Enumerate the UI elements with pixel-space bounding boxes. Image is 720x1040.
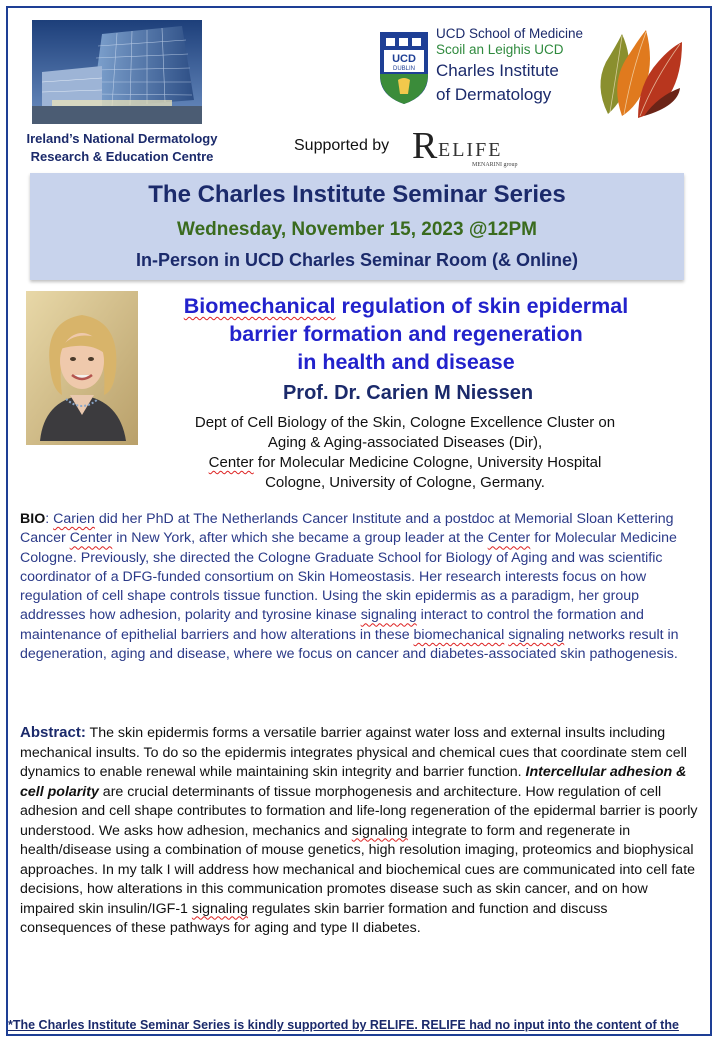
affil-line1: Dept of Cell Biology of the Skin, Cologne Excellence Cluster on [194, 414, 616, 431]
crest-dublin-text: DUBLIN [392, 66, 416, 72]
ucd-line3: Charles Institute [436, 61, 559, 80]
talk-title-line1 [146, 292, 666, 320]
abstract-paragraph [20, 723, 700, 939]
bio-text-g: networks result in degeneration, aging and disease, where we focus on cancer and diabetes-associated skin pathogenesis. [20, 626, 679, 663]
leaves-logo [588, 26, 688, 126]
talk-title-rest1: regulation of skin epidermal [335, 294, 629, 318]
speaker-name: Prof. Dr. Carien M Niessen [282, 382, 534, 404]
bio-paragraph [20, 510, 700, 664]
abstract-text-b: are crucial determinants of tissue morphogenesis and architecture. How regulation of cell adhesion and cell shape contributes to formation and life-long regeneration of the epidermal barrier is poorly understood. We asks how adhesion, mechanics and [20, 783, 698, 839]
bio-text-e: interact to control the formation and maintenance of epithelial barriers and how alterations in these [20, 607, 644, 643]
speaker-portrait [26, 291, 138, 445]
bio-biomech: biomechanical [413, 626, 505, 643]
bio-label: BIO [20, 511, 46, 527]
talk-title-word1: Biomechanical [183, 294, 336, 318]
bio-center2: Center [487, 530, 531, 547]
talk-title-line2: barrier formation and regeneration [229, 322, 583, 346]
tagline-line2: Research & Education Centre [30, 149, 214, 164]
ucd-line4: of Dermatology [436, 85, 552, 104]
bio-text-b: did her PhD at The Netherlands Cancer Institute and a postdoc at Memorial Sloan Kettering Cancer [20, 511, 674, 547]
series-title: The Charles Institute Seminar Series [148, 181, 566, 208]
ucd-crest-logo [378, 30, 430, 106]
talk-title-line3: in health and disease [297, 350, 515, 374]
ucd-line1: UCD School of Medicine [436, 26, 584, 41]
affil-line4: Cologne, University of Cologne, Germany. [265, 474, 545, 491]
relife-logo [412, 124, 526, 170]
sponsor-footnote: *The Charles Institute Seminar Series is kindly supported by RELIFE. RELIFE had no input into the content of the [8, 1018, 679, 1032]
relife-wordmark: ELIFE [438, 139, 503, 161]
location-line: In-Person in UCD Charles Seminar Room (& Online) [135, 250, 579, 270]
bio-name: Carien [53, 511, 95, 527]
bio-signaling2: signaling [508, 626, 565, 643]
ucd-line2: Scoil an Leighis UCD [436, 42, 564, 57]
affil-center-word: Center [208, 454, 254, 471]
bio-center1: Center [69, 530, 113, 547]
abstract-emphasis: Intercellular adhesion & cell polarity [20, 764, 687, 800]
seminar-banner [30, 173, 684, 280]
affil-line3-rest: for Molecular Medicine Cologne, University Hospital [253, 454, 602, 471]
abstract-label: Abstract: [20, 724, 86, 741]
building-photo [32, 20, 202, 124]
supported-by-label: Supported by [294, 137, 390, 154]
affil-line3 [140, 453, 670, 473]
bio-signaling1: signaling [360, 607, 417, 624]
abstract-signaling2: signaling [191, 900, 248, 917]
talk-title [146, 292, 666, 376]
relife-sub: MENARINI group [472, 162, 518, 168]
tagline-line1: Ireland’s National Dermatology [26, 131, 218, 146]
date-line: Wednesday, November 15, 2023 @12PM [177, 219, 537, 240]
bio-text-c: in New York, after which she became a group leader at the [112, 530, 488, 547]
svg-text:R: R [412, 125, 438, 167]
bio-text-a: : [45, 511, 54, 527]
speaker-affiliation [140, 413, 670, 493]
centre-tagline [22, 130, 222, 166]
affil-line2: Aging & Aging-associated Diseases (Dir), [267, 434, 543, 451]
abstract-text-d: regulates skin barrier formation and function and discuss consequences of these pathways for aging and type II diabetes. [20, 900, 608, 936]
abstract-signaling1: signaling [351, 822, 408, 839]
abstract-text-a: The skin epidermis forms a versatile barrier against water loss and external insults including mechanical insults. To do so the epidermis integrates physical and chemical cues that coordinate stem cell dynamics to enable renewal while maintaining skin integrity and barrier function. [20, 725, 687, 780]
crest-ucd-text: UCD [392, 53, 416, 65]
ucd-institute-text [436, 26, 596, 106]
abstract-text-c: integrate to form and regenerate in health/disease using a combination of mouse genetics, high resolution imaging, proteomics and biophysical approaches. In my talk I will address how mechanical and biochemical cues are communicated into cell fate decisions, how alterations in this communication promotes disease such as skin cancer, and on how impaired skin insulin/IGF-1 [20, 822, 696, 917]
bio-text-d: for Molecular Medicine Cologne. Previously, she directed the Cologne Graduate School for Biology of Aging and was scientific coordinator of a DFG-funded consortium on Skin Homeostasis. Her research interests focus on how regulation of cell shape controls tissue function. Using the skin epidermis as a paradigm, her group addresses how adhesion, polarity and tyrosine kinase [20, 530, 677, 624]
